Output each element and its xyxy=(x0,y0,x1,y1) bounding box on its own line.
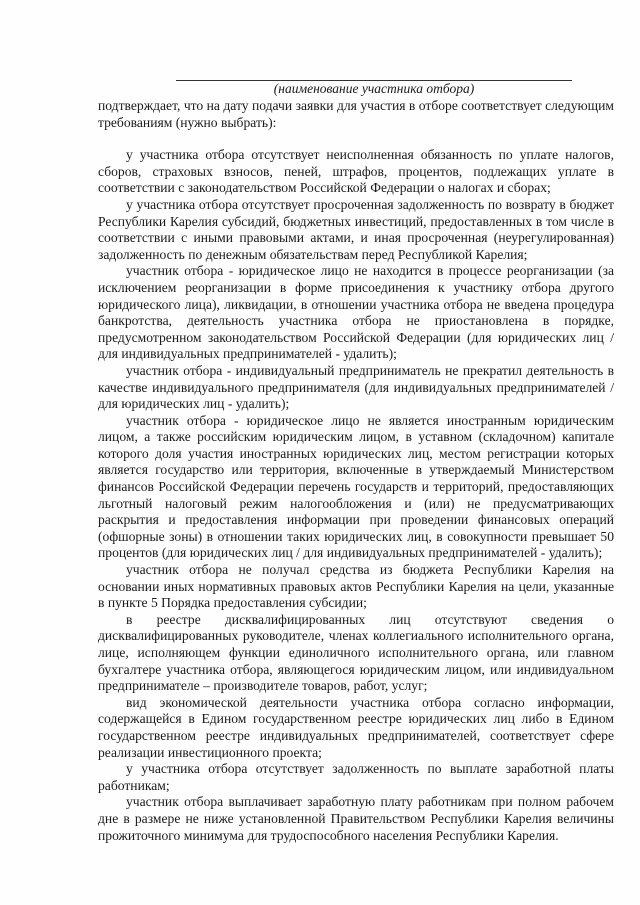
requirement-minimum-wage: участник отбора выплачивает заработную плату работникам при полном рабочем дне в размере не ниже установленной Правительством Республики Карелия величины прожиточного минимума для трудоспособного населения Республики Карелия. xyxy=(98,794,614,843)
intro-paragraph: подтверждает, что на дату подачи заявки для участия в отборе соответствует следующим требованиям (нужно выбрать): xyxy=(98,98,614,130)
requirement-economic-activity: вид экономической деятельности участника отбора согласно информации, содержащейся в Едином государственном реестре юридических лиц либо в Едином государственном реестре индивидуальных предпринимателей, соответствует сфере реализации инвестиционного проекта; xyxy=(98,694,614,760)
requirement-reorganization: участник отбора - юридическое лицо не находится в процессе реорганизации (за исключением реорганизации в форме присоединения к участнику отбора другого юридического лица), ликвидации, в отношении участника отбора не введена процедура банкротства, деятельность участника отбора не приостановлена в порядке, предусмотренном законодательством Российской Федерации (для юридических лиц / для индивидуальных предпринимателей - удалить); xyxy=(98,263,614,362)
requirement-budget-debt: у участника отбора отсутствует просроченная задолженность по возврату в бюджет Республики Карелия субсидий, бюджетных инвестиций, предоставленных в том числе в соответствии с иными правовыми актами, и иная просроченная (неурегулированная) задолженность по денежным обязательствам перед Республикой Карелия; xyxy=(98,196,614,262)
requirement-no-other-funds: участник отбора не получал средства из бюджета Республики Карелия на основании иных нормативных правовых актов Республики Карелия на цели, указанные в пункте 5 Порядка предоставления субсидии; xyxy=(98,562,614,611)
requirement-foreign-entity: участник отбора - юридическое лицо не является иностранным юридическим лицом, а также российским юридическим лицом, в уставном (складочном) капитале которого доля участия иностранных юридических лиц, местом регистрации которых является государство или территория, включенные в утверждаемый Министерством финансов Российской Федерации перечень государств и территорий, предоставляющих льготный налоговый режим налогообложения и (или) не предусматривающих раскрытия и предоставления информации при проведении финансовых операций (офшорные зоны) в отношении таких юридических лиц, в совокупности превышает 50 процентов (для юридических лиц / для индивидуальных предпринимателей - удалить); xyxy=(98,412,614,561)
document-body xyxy=(98,98,614,844)
requirement-disqualified-persons: в реестре дисквалифицированных лиц отсутствуют сведения о дисквалифицированных руководителе, членах коллегиального исполнительного органа, лице, исполняющем функции единоличного исполнительного органа, или главном бухгалтере участника отбора, являющегося юридическим лицом, или индивидуальном предпринимателе – производителе товаров, работ, услуг; xyxy=(98,611,614,694)
participant-name-caption: (наименование участника отбора) xyxy=(273,81,475,96)
requirement-taxes: у участника отбора отсутствует неисполненная обязанность по уплате налогов, сборов, страховых взносов, пеней, штрафов, процентов, подлежащих уплате в соответствии с законодательством Российской Федерации о налогах и сборах; xyxy=(98,147,614,196)
requirement-entrepreneur-activity: участник отбора - индивидуальный предприниматель не прекратил деятельность в качестве индивидуального предпринимателя (для индивидуальных предпринимателей / для юридических лиц - удалить); xyxy=(98,362,614,412)
requirement-wage-debt: у участника отбора отсутствует задолженность по выплате заработной платы работникам; xyxy=(98,761,614,793)
